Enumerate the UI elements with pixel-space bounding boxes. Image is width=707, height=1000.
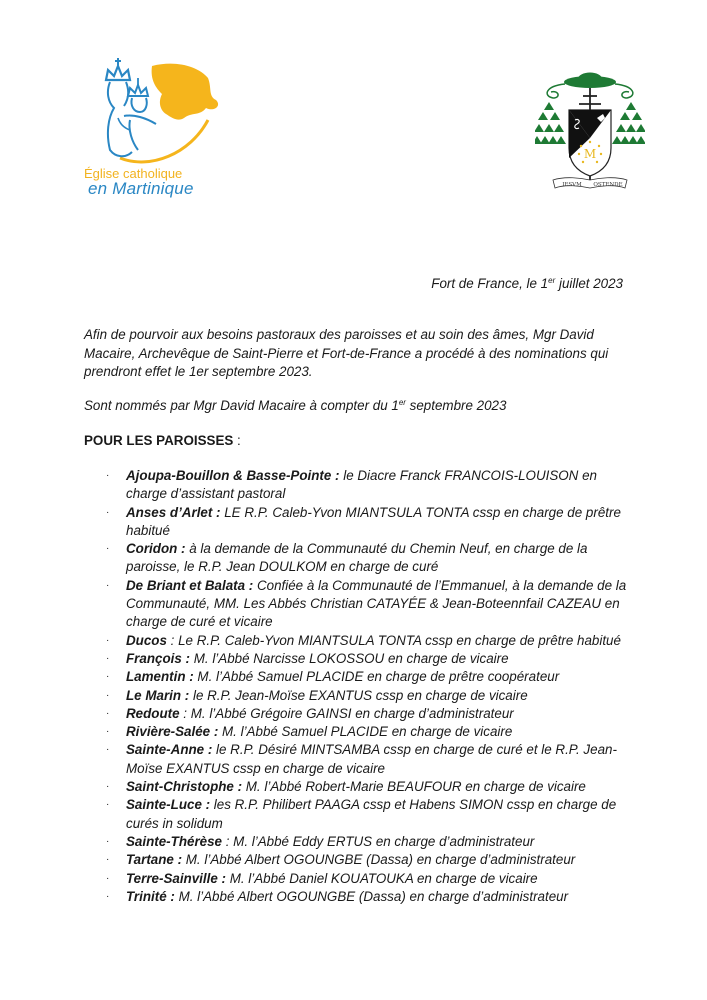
appointment-statement: Sont nommés par Mgr David Macaire à compter du 1er septembre 2023 [84,398,507,413]
list-item: · Sainte-Luce : les R.P. Philibert PAAGA cssp et Habens SIMON cssp en charge de curés in solidum [106,797,617,831]
diocese-logo [80,58,230,198]
list-item: · Coridon : à la demande de la Communauté du Chemin Neuf, en charge de la paroisse, le R.P. Jean DOULKOM en charge de curé [106,541,588,575]
bullet-icon: · [106,689,110,701]
bullet-icon: · [106,470,110,481]
list-item: · Sainte-Anne : le R.P. Désiré MINTSAMBA cssp en charge de curé et le R.P. Jean-Moïse EXANTUS cssp en charge de vicaire [106,742,617,776]
list-item: · Redoute : M. l’Abbé Grégoire GAINSI en charge d’administrateur [84,705,634,723]
svg-text:IESVM: IESVM [562,182,582,188]
bullet-icon: · [106,890,110,902]
bullet-icon: · [106,854,110,866]
svg-text:M: M [583,147,597,161]
list-item: · Anses d’Arlet : LE R.P. Caleb-Yvon MIANTSULA TONTA cssp en charge de prêtre habitué [106,504,621,538]
bullet-icon: · [106,543,110,555]
list-item: · Terre-Sainville : M. l’Abbé Daniel KOUATOUKA en charge de vicaire [84,870,634,888]
svg-text:OSTENDE: OSTENDE [593,182,623,188]
appointments-list [84,467,634,906]
intro-paragraph: Afin de pourvoir aux besoins pastoraux des paroisses et au soin des âmes, Mgr David Macaire, Archevêque de Saint-Pierre et Fort-de-France a procédé à des nominations qui prendront effet le 1er septembre 2023. [84,327,609,379]
list-item: · Saint-Christophe : M. l’Abbé Robert-Marie BEAUFOUR en charge de vicaire [84,778,634,796]
list-item: · Ducos : Le R.P. Caleb-Yvon MIANTSULA TONTA cssp en charge de prêtre habitué [84,632,634,650]
bullet-icon: · [106,671,110,683]
list-item: · François : M. l’Abbé Narcisse LOKOSSOU en charge de vicaire [84,650,634,668]
list-item: · Sainte-Thérèse : M. l’Abbé Eddy ERTUS en charge d’administrateur [84,833,634,851]
bullet-icon: · [106,781,110,793]
list-item: · Le Marin : le R.P. Jean-Moïse EXANTUS cssp en charge de vicaire [84,687,634,705]
logo-text-line1: Église catholique [84,166,183,181]
list-item: · Trinité : M. l’Abbé Albert OGOUNGBE (Dassa) en charge d’administrateur [84,888,634,906]
coat-of-arms-icon [535,68,645,198]
list-item: · Ajoupa-Bouillon & Basse-Pointe : le Diacre Franck FRANCOIS-LOUISON en charge d’assistant pastoral [106,468,597,502]
bullet-icon: · [106,634,110,646]
bullet-icon: · [106,835,110,847]
list-item: · Lamentin : M. l’Abbé Samuel PLACIDE en charge de prêtre coopérateur [84,668,634,686]
section-heading: POUR LES PAROISSES : [84,433,241,448]
bullet-icon: · [106,579,110,591]
bullet-icon: · [106,744,110,756]
bullet-icon: · [106,799,110,811]
bullet-icon: · [106,506,110,518]
bullet-icon: · [106,726,110,738]
bullet-icon: · [106,707,110,719]
logo-text-line2: en Martinique [88,179,194,198]
bullet-icon: · [106,872,110,884]
virgin-and-child-island-icon [80,58,230,168]
bullet-icon: · [106,652,110,664]
coat-of-arms [535,68,645,198]
list-item: · Rivière-Salée : M. l’Abbé Samuel PLACIDE en charge de vicaire [84,723,634,741]
list-item: · Tartane : M. l’Abbé Albert OGOUNGBE (Dassa) en charge d’administrateur [84,851,634,869]
date-line: Fort de France, le 1er juillet 2023 [431,276,623,291]
list-item: · De Briant et Balata : Confiée à la Communauté de l’Emmanuel, à la demande de la Communauté, MM. Les Abbés Christian CATAYÉE & Jean-Boteennfail CAZEAU en charge de curé et vicaire [106,577,627,630]
